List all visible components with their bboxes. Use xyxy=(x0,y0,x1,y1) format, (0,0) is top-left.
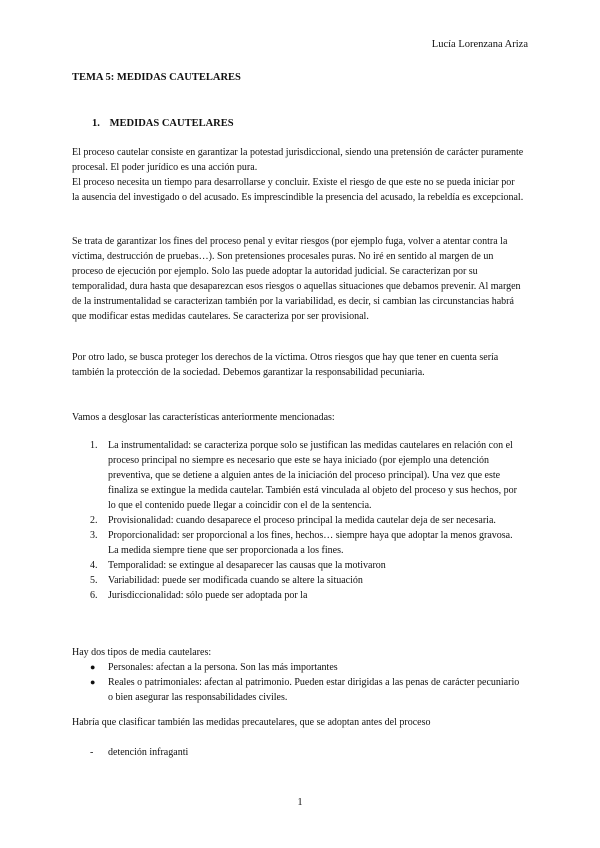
list-item-text: Temporalidad: se extingue al desaparecer las causas que la motivaron xyxy=(108,560,386,571)
list-number: 4. xyxy=(90,560,98,571)
paragraph-1b: El proceso necesita un tiempo para desarrollarse y concluir. Existe el riesgo de que este no se pueda iniciar por la ausencia del investigado o del acusado. Es imprescindible la presencia del acusado, la rebeldía es excepcional. xyxy=(72,177,524,203)
list-item xyxy=(72,573,524,588)
section-number: 1. xyxy=(92,118,100,129)
paragraph-5-text: Hay dos tipos de media cautelares: xyxy=(72,647,212,658)
list-item xyxy=(72,675,524,705)
list-number: 6. xyxy=(90,590,98,601)
list-item xyxy=(72,438,524,513)
list-number: 2. xyxy=(90,515,98,526)
list-item-text: Variabilidad: puede ser modificada cuando se altere la situación xyxy=(108,575,363,586)
paragraph-2 xyxy=(72,234,524,324)
paragraph-2-text: Se trata de garantizar los fines del proceso penal y evitar riesgos (por ejemplo fuga, volver a atentar contra la víctima, destrucción de pruebas…). Son pretensiones procesales puras. No iré en sentido al margen de un proceso de ejecución por ejemplo. Solo las puede adoptar la autoridad judicial. Se caracterizan por su temporalidad, dura hasta que desaparezcan esos riesgos o aquellas situaciones que debamos prevenir. Al margen de la instrumentalidad se caracterizan también por la variabilidad, es decir, si cambian las circunstancias habrá que modificar estas medidas cautelares. Se caracteriza por ser provisional. xyxy=(72,236,521,322)
paragraph-6 xyxy=(72,715,524,730)
list-item xyxy=(72,588,524,603)
section-title: MEDIDAS CAUTELARES xyxy=(109,118,234,129)
bullet-icon: ● xyxy=(90,677,96,687)
list-item xyxy=(72,660,524,675)
precautelares-list xyxy=(72,745,524,760)
author-header: Lucía Lorenzana Ariza xyxy=(431,39,528,50)
list-item-text: Proporcionalidad: ser proporcional a los fines, hechos… siempre haya que adoptar la menos gravosa. La medida siempre tiene que ser proporcionada a los fines. xyxy=(108,530,513,556)
list-number: 1. xyxy=(90,440,98,451)
list-item-text: Provisionalidad: cuando desaparece el proceso principal la medida cautelar deja de ser necesaria. xyxy=(108,515,496,526)
list-item xyxy=(72,558,524,573)
page-number: 1 xyxy=(297,797,303,808)
list-item xyxy=(72,528,524,558)
list-item-text: detención infraganti xyxy=(108,747,189,758)
page-title: TEMA 5: MEDIDAS CAUTELARES xyxy=(72,72,241,83)
list-item-text: La instrumentalidad: se caracteriza porque solo se justifican las medidas cautelares en relación con el proceso principal no siempre es necesario que este se haya iniciado (por ejemplo una detención preventiva, que se detiene a alguien antes de la iniciación del proceso principal). Una vez que este finaliza se extingue la medida cautelar. También está vinculada al objeto del proceso y sus hechos, por lo que el contenido puede llegar a coincidir con el de la sentencia. xyxy=(108,440,517,511)
paragraph-3-text: Por otro lado, se busca proteger los derechos de la víctima. Otros riesgos que hay que tener en cuenta sería también la protección de la sociedad. Debemos garantizar la responsabilidad pecuniaria. xyxy=(72,352,499,378)
paragraph-5 xyxy=(72,645,524,660)
list-item-text: Reales o patrimoniales: afectan al patrimonio. Pueden estar dirigidas a las penas de carácter pecuniario o bien asegurar las responsabilidades civiles. xyxy=(108,677,520,703)
list-item-text: Jurisdiccionalidad: sólo puede ser adoptada por la xyxy=(108,590,308,601)
paragraph-6-text: Habría que clasificar también las medidas precautelares, que se adoptan antes del proceso xyxy=(72,717,431,728)
types-list xyxy=(72,660,524,705)
characteristics-list xyxy=(72,438,524,603)
list-item xyxy=(72,513,524,528)
paragraph-4 xyxy=(72,410,524,425)
intro-paragraph xyxy=(72,145,524,205)
list-number: 3. xyxy=(90,530,98,541)
paragraph-4-text: Vamos a desglosar las características anteriormente mencionadas: xyxy=(72,412,335,423)
dash-marker: - xyxy=(90,747,94,758)
list-number: 5. xyxy=(90,575,98,586)
paragraph-3 xyxy=(72,350,524,380)
paragraph-1a: El proceso cautelar consiste en garantizar la potestad jurisdiccional, siendo una pretensión de carácter puramente procesal. El poder jurídico es una acción pura. xyxy=(72,147,524,173)
section-heading xyxy=(92,118,234,129)
bullet-icon: ● xyxy=(90,662,96,672)
list-item xyxy=(72,745,524,760)
list-item-text: Personales: afectan a la persona. Son las más importantes xyxy=(108,662,338,673)
